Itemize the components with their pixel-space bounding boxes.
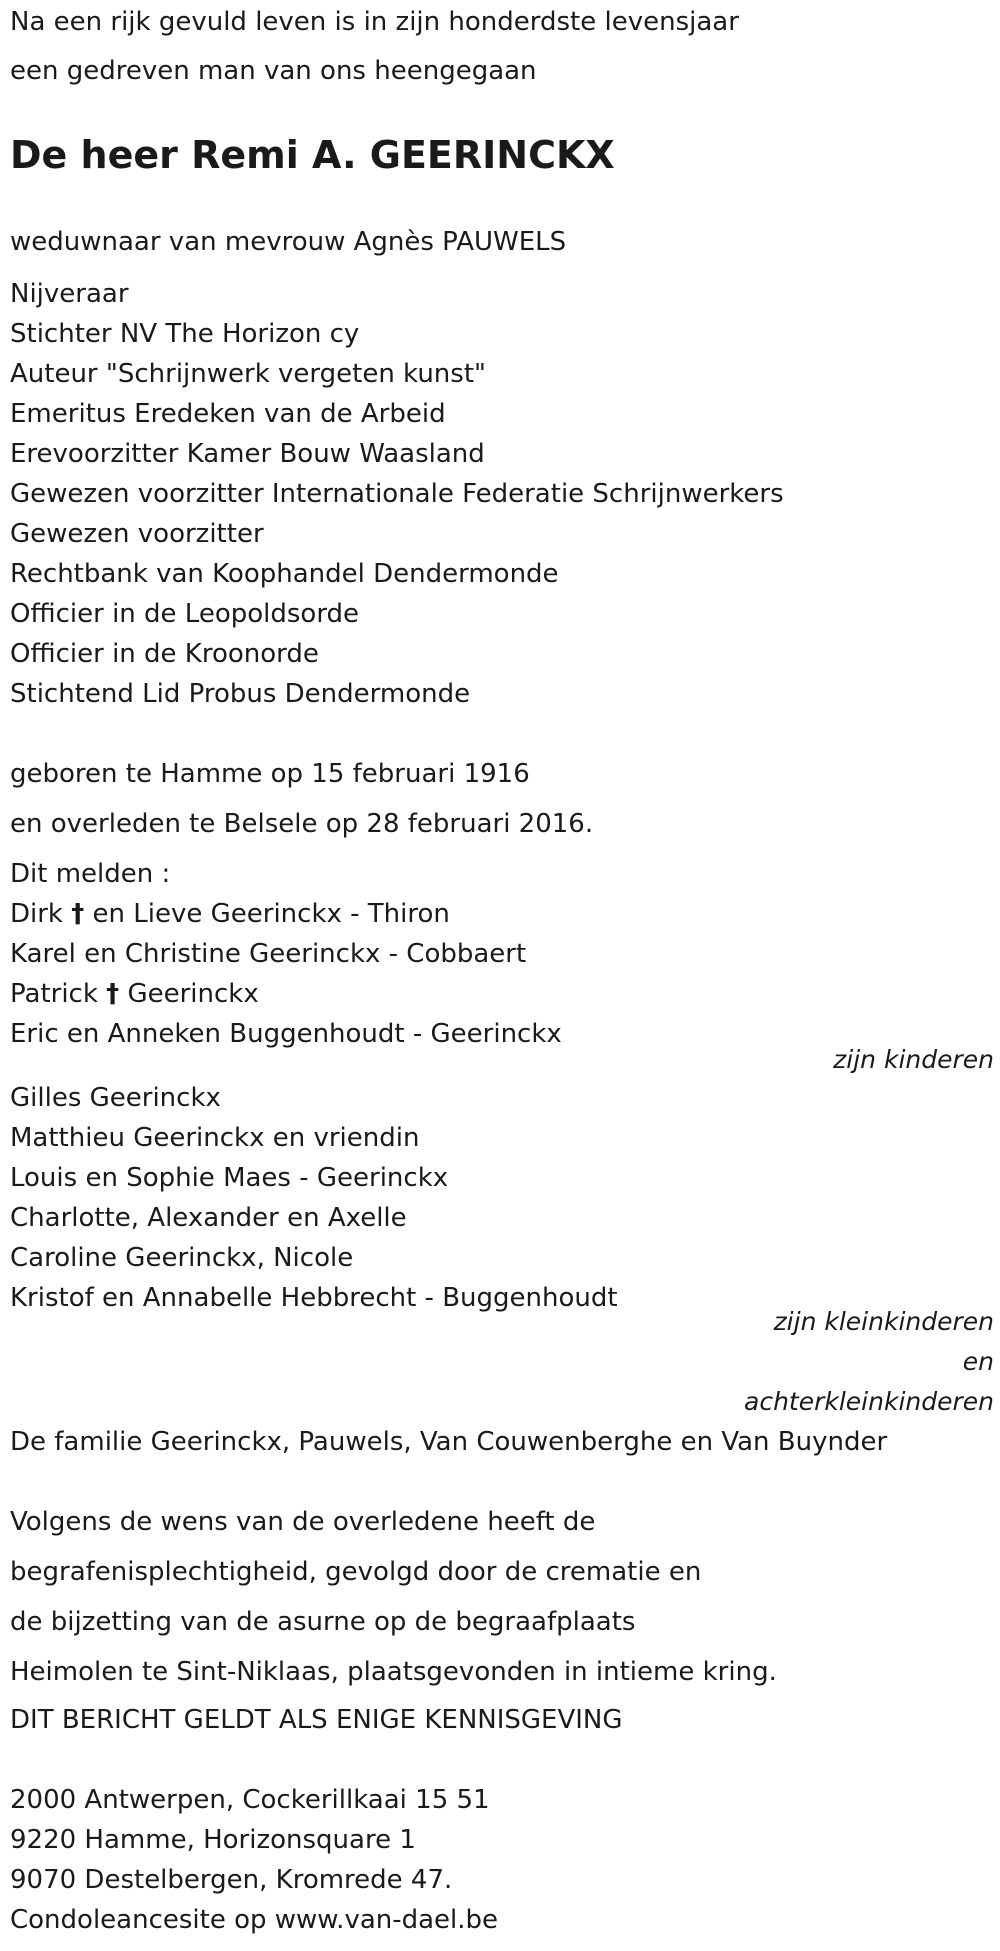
intro-line-2: een gedreven man van ons heengegaan	[10, 56, 537, 86]
death-line: en overleden te Belsele op 28 februari 2016.	[10, 809, 594, 839]
intro-line-1: Na een rijk gevuld leven is in zijn honderdste levensjaar	[10, 7, 739, 37]
deceased-name: De heer Remi A. GEERINCKX	[10, 133, 615, 177]
notice-line: DIT BERICHT GELDT ALS ENIGE KENNISGEVING	[10, 1705, 623, 1735]
great-grandchildren-label: achterkleinkinderen	[744, 1387, 994, 1416]
funeral-line: Heimolen te Sint-Niklaas, plaatsgevonden in intieme kring.	[10, 1657, 777, 1687]
title-item: Erevoorzitter Kamer Bouw Waasland	[10, 439, 485, 469]
child-line: Eric en Anneken Buggenhoudt - Geerinckx	[10, 1019, 562, 1049]
title-item: Auteur "Schrijnwerk vergeten kunst"	[10, 359, 486, 389]
child-name-rest: en Lieve Geerinckx - Thiron	[92, 899, 450, 929]
family-line: De familie Geerinckx, Pauwels, Van Couwenberghe en Van Buynder	[10, 1427, 888, 1457]
title-item: Emeritus Eredeken van de Arbeid	[10, 399, 446, 429]
condolence-line: Condoleancesite op www.van-dael.be	[10, 1905, 499, 1935]
child-line	[10, 898, 450, 930]
funeral-line: begrafenisplechtigheid, gevolgd door de crematie en	[10, 1557, 702, 1587]
grandchild-line: Caroline Geerinckx, Nicole	[10, 1243, 354, 1273]
grandchild-line: Louis en Sophie Maes - Geerinckx	[10, 1163, 449, 1193]
cross-icon: †	[71, 899, 85, 929]
child-line: Karel en Christine Geerinckx - Cobbaert	[10, 939, 527, 969]
grandchild-line: Matthieu Geerinckx en vriendin	[10, 1123, 420, 1153]
child-name: Dirk	[10, 899, 63, 929]
child-name-rest: Geerinckx	[127, 979, 259, 1009]
child-line	[10, 978, 259, 1010]
funeral-line: Volgens de wens van de overledene heeft de	[10, 1507, 596, 1537]
title-item: Nijveraar	[10, 279, 129, 309]
children-label: zijn kinderen	[833, 1045, 994, 1074]
title-item: Stichtend Lid Probus Dendermonde	[10, 679, 471, 709]
grandchild-line: Kristof en Annabelle Hebbrecht - Buggenhoudt	[10, 1283, 618, 1313]
title-item: Gewezen voorzitter Internationale Federatie Schrijnwerkers	[10, 479, 784, 509]
grandchild-line: Gilles Geerinckx	[10, 1083, 221, 1113]
title-item: Rechtbank van Koophandel Dendermonde	[10, 559, 559, 589]
grandchildren-label-and: en	[962, 1347, 994, 1376]
child-name: Patrick	[10, 979, 98, 1009]
funeral-line: de bijzetting van de asurne op de begraafplaats	[10, 1607, 636, 1637]
grandchild-line: Charlotte, Alexander en Axelle	[10, 1203, 407, 1233]
announce-line: Dit melden :	[10, 859, 171, 889]
grandchildren-label: zijn kleinkinderen	[773, 1307, 994, 1336]
birth-line: geboren te Hamme op 15 februari 1916	[10, 759, 530, 789]
title-item: Gewezen voorzitter	[10, 519, 264, 549]
widower-line: weduwnaar van mevrouw Agnès PAUWELS	[10, 227, 567, 257]
cross-icon: †	[106, 979, 120, 1009]
address-line: 9070 Destelbergen, Kromrede 47.	[10, 1865, 453, 1895]
title-item: Officier in de Leopoldsorde	[10, 599, 360, 629]
address-line: 9220 Hamme, Horizonsquare 1	[10, 1825, 416, 1855]
title-item: Officier in de Kroonorde	[10, 639, 319, 669]
address-line: 2000 Antwerpen, Cockerillkaai 15 51	[10, 1785, 490, 1815]
title-item: Stichter NV The Horizon cy	[10, 319, 360, 349]
